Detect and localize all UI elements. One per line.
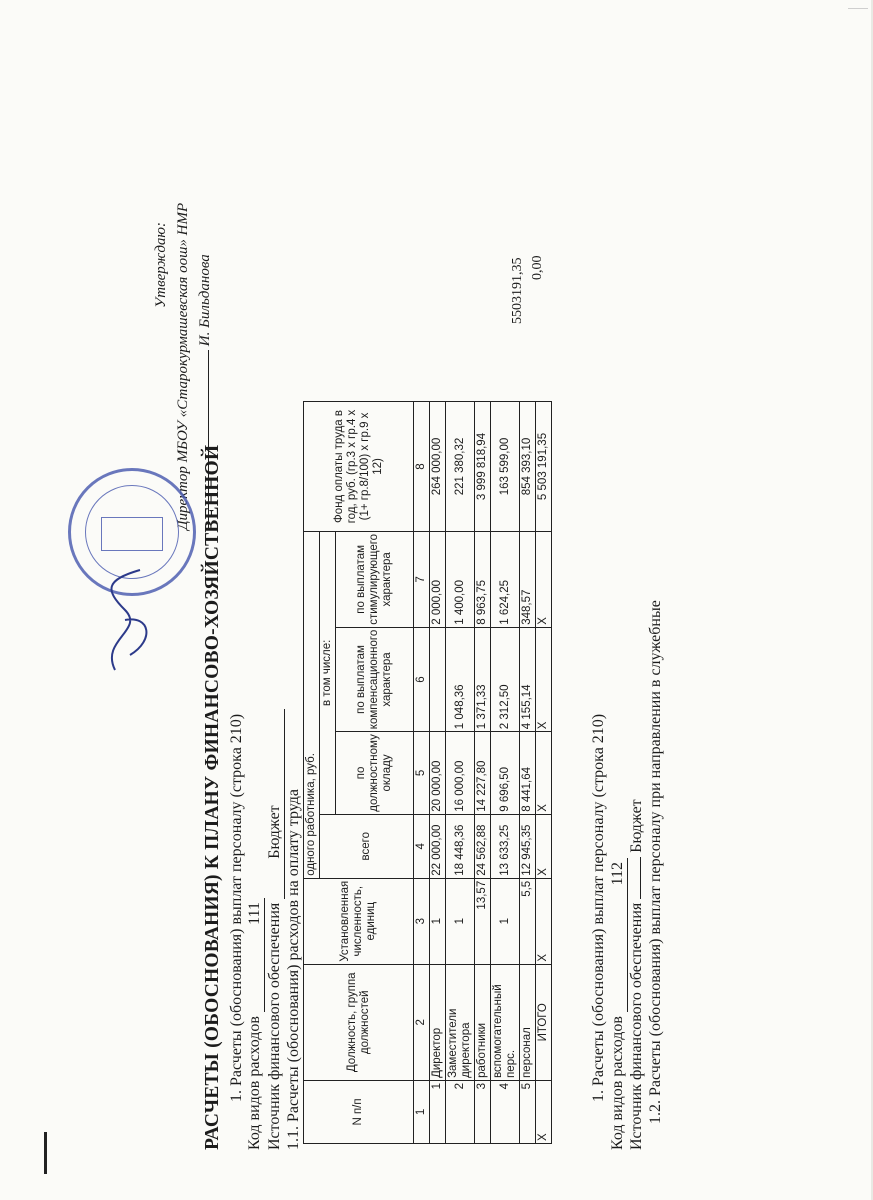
row-position: Заместители директора: [446, 964, 475, 1080]
row-position: работники: [475, 964, 491, 1080]
section2-source: [628, 799, 646, 1150]
row-position: вспомогательный перс.: [491, 964, 520, 1080]
col-num: 3: [414, 878, 430, 964]
row-fund: 264 000,00: [430, 402, 446, 532]
row-comp: 4 155,14: [520, 627, 536, 731]
section2-subheading: 1.2. Расчеты (обоснования) выплат персоналу при направлении в служебные: [647, 600, 664, 1124]
kod-value: 111: [246, 898, 265, 1012]
row-count: 1: [430, 878, 446, 964]
total-row: [536, 402, 552, 1144]
approval-director: Директор МБОУ «Старокурмашевская оош» НМР: [175, 202, 191, 530]
header-comp: по выплатам компенсационного характера: [336, 627, 414, 731]
row-salary: 14 227,80: [475, 732, 491, 815]
col-num: 7: [414, 531, 430, 627]
source-label: Источник финансового обеспечения: [266, 902, 283, 1150]
row-count: 1: [446, 878, 475, 964]
row-count: 13,57: [475, 878, 491, 964]
row-comp: 1 048,36: [446, 627, 475, 731]
row-fund: 221 380,32: [446, 402, 475, 532]
total-fund: 5 503 191,35: [536, 402, 552, 532]
row-num: 4: [491, 1080, 520, 1143]
side-zero: 0,00: [530, 255, 545, 280]
header-stim: по выплатам стимулирующего характера: [336, 531, 414, 627]
header-position: Должность, группа должностей: [304, 964, 414, 1080]
row-num: 2: [446, 1080, 475, 1143]
row-salary: 8 441,64: [520, 732, 536, 815]
col-num: 4: [414, 814, 430, 878]
column-number-row: [414, 402, 430, 1144]
kod-value: 112: [609, 858, 628, 1012]
row-fund: 163 599,00: [491, 402, 520, 532]
kod-label: Код видов расходов: [246, 1016, 263, 1150]
seal-center-box: [101, 517, 163, 551]
header-including: в том числе:: [320, 531, 336, 814]
row-stim: 1 400,00: [446, 531, 475, 627]
total-x: X: [536, 732, 552, 815]
row-fund: 3 999 818,94: [475, 402, 491, 532]
scan-mark: [848, 8, 868, 19]
header-count: Установленная численность, единиц: [304, 878, 414, 964]
side-total: 5503191,35: [510, 257, 525, 324]
section1-heading: 1. Расчеты (обоснования) выплат персоналу (строка 210): [228, 713, 245, 1102]
rotated-document: [150, 150, 760, 1150]
row-num: 5: [520, 1080, 536, 1143]
table-row: [475, 402, 491, 1144]
row-count: 1: [491, 878, 520, 964]
row-comp: 1 371,33: [475, 627, 491, 731]
source-label: Источник финансового обеспечения: [628, 902, 645, 1150]
table-row: [491, 402, 520, 1144]
signature: [95, 560, 165, 680]
row-stim: 2 000,00: [430, 531, 446, 627]
row-stim: 1 624,25: [491, 531, 520, 627]
header-one-worker: одного работника, руб.: [304, 531, 320, 878]
table-row: [520, 402, 536, 1144]
row-total: 24 562,88: [475, 814, 491, 878]
source-value: Бюджет: [266, 709, 285, 899]
section2-heading: 1. Расчеты (обоснования) выплат персоналу (строка 210): [590, 713, 607, 1102]
col-num: 6: [414, 627, 430, 731]
section2-kod: [609, 858, 628, 1150]
row-total: 18 448,36: [446, 814, 475, 878]
section1-kod: [246, 898, 265, 1150]
row-num: 3: [475, 1080, 491, 1143]
row-comp: [430, 627, 446, 731]
row-salary: 20 000,00: [430, 732, 446, 815]
total-x: X: [536, 814, 552, 878]
row-total: 12 945,35: [520, 814, 536, 878]
col-num: 8: [414, 402, 430, 532]
section1-source: [266, 709, 285, 1150]
header-fund: Фонд оплаты труда в год, руб. (гр.3 х гр.4 х (1+ гр.8/100) х гр.9 х 12): [304, 402, 414, 532]
total-x: X: [536, 1080, 552, 1143]
row-fund: 854 393,10: [520, 402, 536, 532]
header-num: N п/п: [304, 1080, 414, 1143]
total-x: X: [536, 531, 552, 627]
section1-subheading: 1.1. Расчеты (обоснования) расходов на оплату труда: [285, 789, 302, 1150]
approval-name: И. Бильданова: [197, 254, 213, 347]
row-position: Директор: [430, 964, 446, 1080]
total-x: X: [536, 878, 552, 964]
page-title: РАСЧЕТЫ (ОБОСНОВАНИЯ) К ПЛАНУ ФИНАНСОВО-ХОЗЯЙСТВЕННОЙ: [202, 444, 223, 1150]
col-num: 5: [414, 732, 430, 815]
header-salary: по должностному окладу: [336, 732, 414, 815]
col-num: 1: [414, 1080, 430, 1143]
total-label: ИТОГО: [536, 964, 552, 1080]
table-row: [430, 402, 446, 1144]
row-num: 1: [430, 1080, 446, 1143]
row-count: 5,5: [520, 878, 536, 964]
approval-label: Утверждаю:: [153, 222, 169, 308]
table-row: [446, 402, 475, 1144]
row-salary: 16 000,00: [446, 732, 475, 815]
row-stim: 8 963,75: [475, 531, 491, 627]
row-comp: 2 312,50: [491, 627, 520, 731]
row-total: 22 000,00: [430, 814, 446, 878]
total-x: X: [536, 627, 552, 731]
margin-mark: [44, 1132, 47, 1174]
salary-table: [303, 401, 552, 1144]
row-stim: 348,57: [520, 531, 536, 627]
row-total: 13 633,25: [491, 814, 520, 878]
header-total: всего: [320, 814, 414, 878]
col-num: 2: [414, 964, 430, 1080]
source-blank: [640, 857, 641, 899]
row-salary: 9 696,50: [491, 732, 520, 815]
row-position: персонал: [520, 964, 536, 1080]
kod-label: Код видов расходов: [609, 1016, 626, 1150]
source-value: Бюджет: [628, 799, 645, 853]
